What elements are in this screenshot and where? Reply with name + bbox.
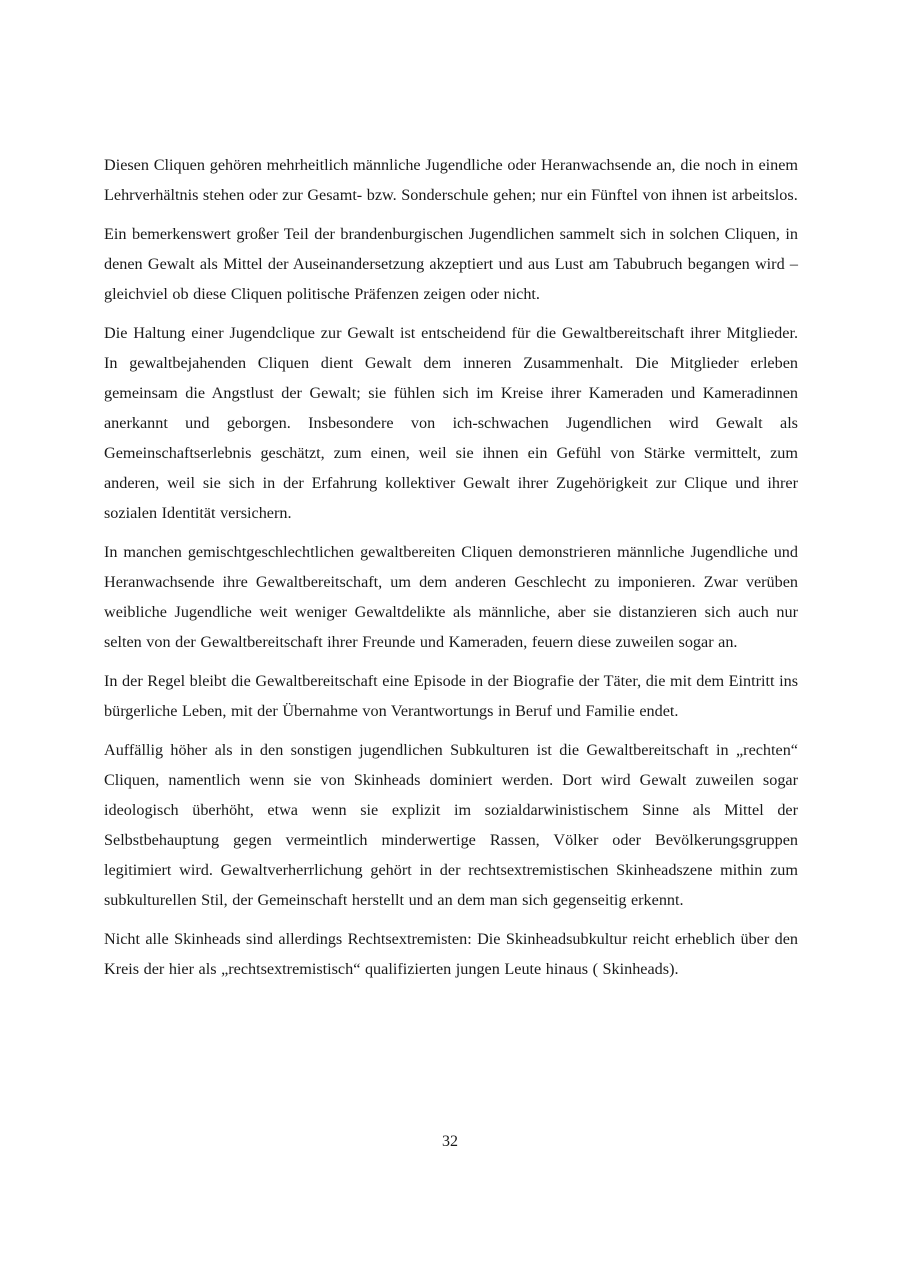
paragraph-2: Ein bemerkenswert großer Teil der brandenburgischen Jugendlichen sammelt sich in solchen Cliquen, in denen Gewalt als Mittel der Auseinandersetzung akzeptiert und aus Lust am Tabubruch begangen wird – gleichviel ob diese Cliquen politische Präfenzen zeigen oder nicht. <box>104 225 798 303</box>
paragraph-7: Nicht alle Skinheads sind allerdings Rechtsextremisten: Die Skinheadsubkultur reicht erheblich über den Kreis der hier als „rechtsextremistisch“ qualifizierten jungen Leute hinaus ( Skinheads). <box>104 930 798 978</box>
paragraph-3: Die Haltung einer Jugendclique zur Gewalt ist entscheidend für die Gewaltbereitschaft ihrer Mitglieder. In gewaltbejahenden Cliquen dient Gewalt dem inneren Zusammenhalt. Die Mitglieder erleben gemeinsam die Angstlust der Gewalt; sie fühlen sich im Kreise ihrer Kameraden und Kameradinnen anerkannt und geborgen. Insbesondere von ich-schwachen Jugendlichen wird Gewalt als Gemeinschaftserlebnis geschätzt, zum einen, weil sie ihnen ein Gefühl von Stärke vermittelt, zum anderen, weil sie sich in der Erfahrung kollektiver Gewalt ihrer Zugehörigkeit zur Clique und ihrer sozialen Identität versichern. <box>104 324 798 522</box>
page-number: 32 <box>442 1133 458 1150</box>
paragraph-6: Auffällig höher als in den sonstigen jugendlichen Subkulturen ist die Gewaltbereitschaft in „rechten“ Cliquen, namentlich wenn sie von Skinheads dominiert werden. Dort wird Gewalt zuweilen sogar ideologisch überhöht, etwa wenn sie explizit im sozialdarwinistischem Sinne als Mittel der Selbstbehauptung gegen vermeintlich minderwertige Rassen, Völker oder Bevölkerungsgruppen legitimiert wird. Gewaltverherrlichung gehört in der rechtsextremistischen Skinheadszene mithin zum subkulturellen Stil, der Gemeinschaft herstellt und an dem man sich gegenseitig erkennt. <box>104 741 798 909</box>
paragraph-4: In manchen gemischtgeschlechtlichen gewaltbereiten Cliquen demonstrieren männliche Jugendliche und Heranwachsende ihre Gewaltbereitschaft, um dem anderen Geschlecht zu imponieren. Zwar verüben weibliche Jugendliche weit weniger Gewaltdelikte als männliche, aber sie distanzieren sich auch nur selten von der Gewaltbereitschaft ihrer Freunde und Kameraden, feuern diese zuweilen sogar an. <box>104 543 798 651</box>
paragraph-1: Diesen Cliquen gehören mehrheitlich männliche Jugendliche oder Heranwachsende an, die noch in einem Lehrverhältnis stehen oder zur Gesamt- bzw. Sonderschule gehen; nur ein Fünftel von ihnen ist arbeitslos. <box>104 156 798 204</box>
paragraph-5: In der Regel bleibt die Gewaltbereitschaft eine Episode in der Biografie der Täter, die mit dem Eintritt ins bürgerliche Leben, mit der Übernahme von Verantwortungs in Beruf und Familie endet. <box>104 672 798 720</box>
document-body <box>104 150 798 993</box>
